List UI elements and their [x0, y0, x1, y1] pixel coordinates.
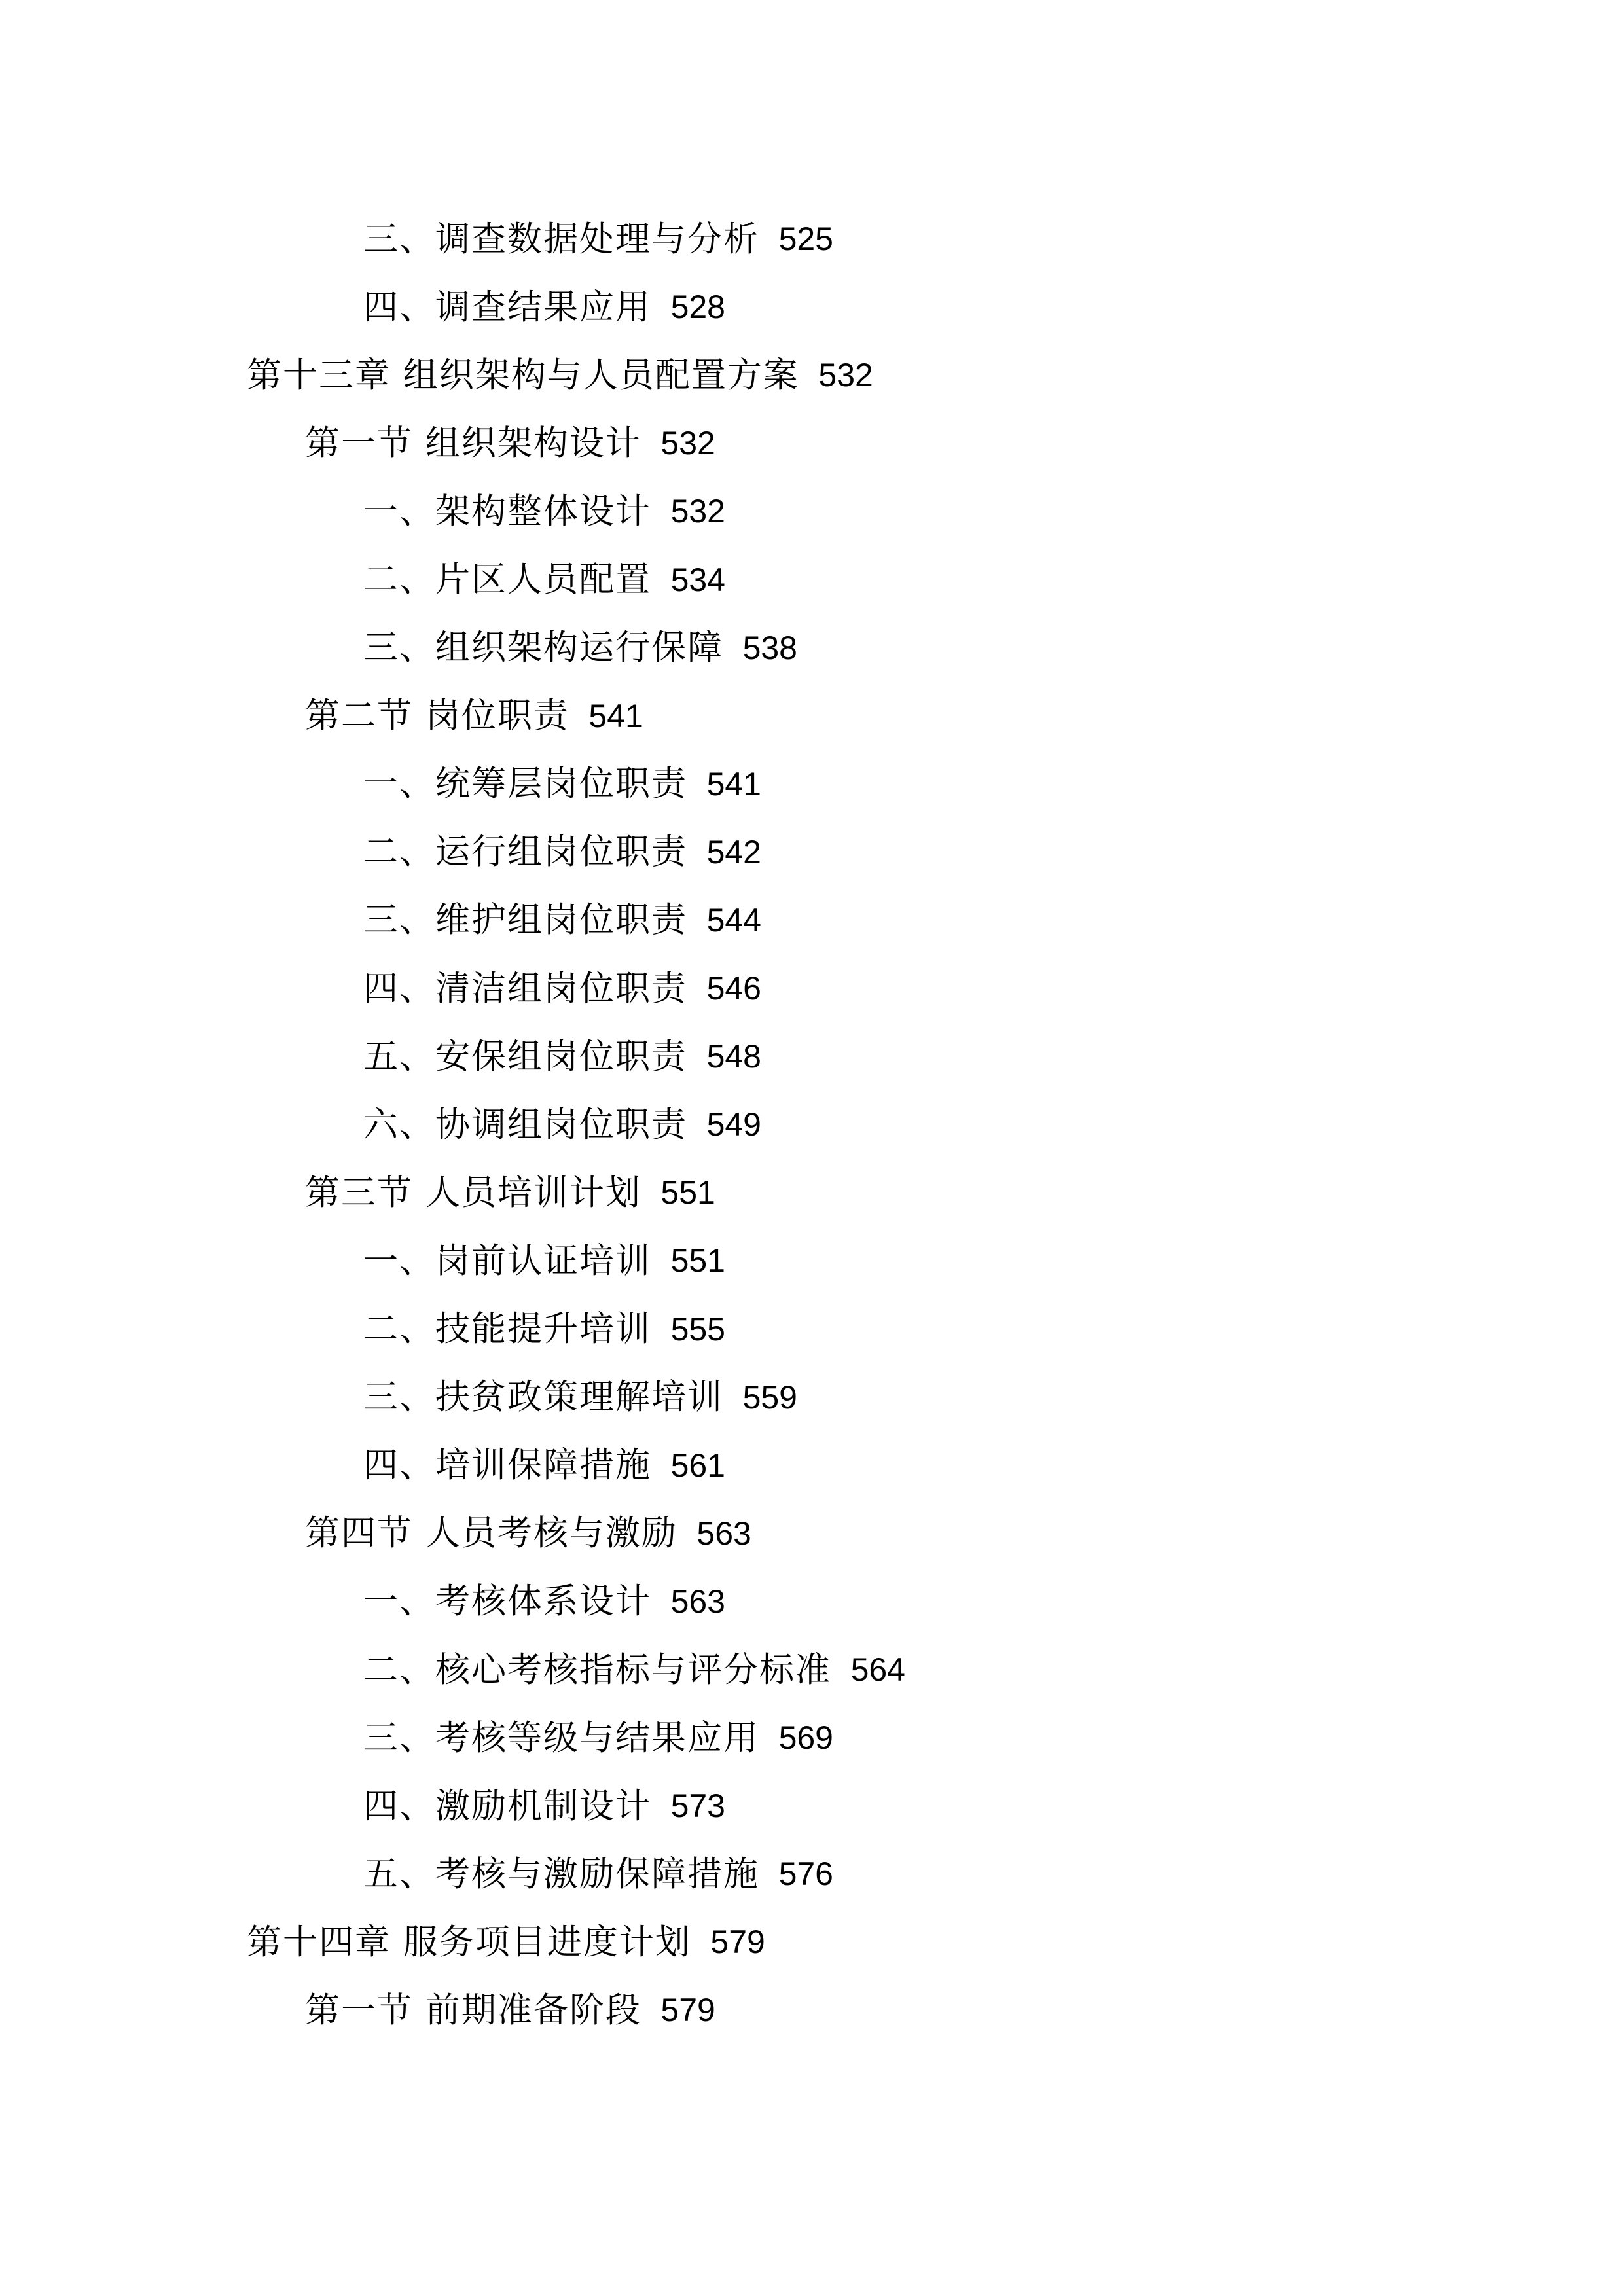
toc-page-number: 551: [670, 1242, 725, 1280]
toc-page-number: 573: [670, 1787, 725, 1825]
toc-entry-title: 二、运行组岗位职责: [363, 832, 687, 872]
toc-section-entry[interactable]: [0, 1158, 1624, 1227]
toc-entry-title: 一、考核体系设计: [363, 1581, 651, 1622]
toc-page-number: 569: [778, 1719, 833, 1757]
toc-entry[interactable]: [0, 750, 1624, 818]
toc-entry[interactable]: [0, 1772, 1624, 1840]
toc-entry-title: 第二节 岗位职责: [305, 696, 569, 736]
toc-page-number: 555: [670, 1310, 725, 1348]
toc-entry[interactable]: [0, 818, 1624, 886]
toc-page-number: 534: [670, 561, 725, 598]
toc-entry[interactable]: [0, 273, 1624, 341]
toc-entry[interactable]: [0, 1568, 1624, 1636]
toc-entry[interactable]: [0, 477, 1624, 545]
toc-entry-title: 三、组织架构运行保障: [363, 628, 723, 668]
toc-entry-title: 第十三章 组织架构与人员配置方案: [247, 355, 799, 395]
toc-section-entry[interactable]: [0, 409, 1624, 477]
toc-entry-title: 一、岗前认证培训: [363, 1240, 651, 1281]
toc-entry-title: 第四节 人员考核与激励: [305, 1513, 677, 1554]
toc-entry[interactable]: [0, 545, 1624, 613]
toc-entry-title: 四、激励机制设计: [363, 1785, 651, 1826]
toc-page-number: 564: [850, 1651, 905, 1689]
toc-entry[interactable]: [0, 1636, 1624, 1704]
toc-entry-title: 六、协调组岗位职责: [363, 1104, 687, 1145]
toc-entry-title: 三、维护组岗位职责: [363, 900, 687, 941]
toc-entry-title: 三、考核等级与结果应用: [363, 1717, 759, 1758]
toc-page-number: 541: [706, 765, 761, 802]
toc-entry-title: 第一节 组织架构设计: [305, 423, 641, 463]
toc-entry-title: 二、核心考核指标与评分标准: [363, 1649, 831, 1690]
toc-entry-title: 四、清洁组岗位职责: [363, 968, 687, 1009]
toc-page-number: 561: [670, 1446, 725, 1484]
toc-page-number: 549: [706, 1106, 761, 1143]
toc-entry-title: 四、调查结果应用: [363, 287, 651, 327]
toc-entry-title: 第三节 人员培训计划: [305, 1172, 641, 1213]
toc-page-number: 542: [706, 833, 761, 870]
toc-entry-title: 一、架构整体设计: [363, 491, 651, 531]
toc-entry[interactable]: [0, 886, 1624, 954]
toc-entry-title: 一、统筹层岗位职责: [363, 764, 687, 804]
toc-section-entry[interactable]: [0, 1976, 1624, 2044]
toc-page-number: 541: [588, 697, 643, 734]
toc-entry-title: 五、考核与激励保障措施: [363, 1854, 759, 1894]
toc-entry-title: 二、技能提升培训: [363, 1309, 651, 1350]
toc-entry-title: 二、片区人员配置: [363, 560, 651, 600]
toc-entry[interactable]: [0, 1363, 1624, 1431]
toc-entry[interactable]: [0, 205, 1624, 273]
toc-entry-title: 五、安保组岗位职责: [363, 1036, 687, 1077]
toc-chapter-entry[interactable]: [0, 341, 1624, 409]
toc-entry[interactable]: [0, 1840, 1624, 1908]
toc-entry-title: 第十四章 服务项目进度计划: [247, 1922, 691, 1962]
toc-entry[interactable]: [0, 614, 1624, 682]
toc-page-number: 576: [778, 1856, 833, 1893]
toc-entry-title: 第一节 前期准备阶段: [305, 1990, 641, 2030]
toc-page-number: 551: [660, 1174, 715, 1211]
toc-list: [0, 205, 1624, 2045]
toc-page-number: 525: [778, 221, 833, 258]
toc-entry[interactable]: [0, 954, 1624, 1022]
toc-entry[interactable]: [0, 1090, 1624, 1158]
toc-section-entry[interactable]: [0, 1499, 1624, 1568]
toc-entry[interactable]: [0, 1227, 1624, 1295]
toc-entry-title: 四、培训保障措施: [363, 1445, 651, 1486]
toc-page-number: 559: [742, 1378, 797, 1416]
toc-section-entry[interactable]: [0, 682, 1624, 750]
toc-entry[interactable]: [0, 1431, 1624, 1499]
toc-page-number: 563: [670, 1583, 725, 1620]
toc-entry-title: 三、调查数据处理与分析: [363, 219, 759, 259]
toc-entry[interactable]: [0, 1022, 1624, 1090]
toc-page-number: 579: [660, 1992, 715, 2029]
toc-page-number: 563: [696, 1515, 751, 1552]
toc-page-number: 548: [706, 1038, 761, 1075]
toc-page-number: 579: [710, 1924, 765, 1961]
toc-entry-title: 三、扶贫政策理解培训: [363, 1377, 723, 1418]
toc-page-number: 532: [818, 357, 873, 394]
toc-page-number: 538: [742, 629, 797, 666]
toc-page-number: 544: [706, 901, 761, 939]
toc-chapter-entry[interactable]: [0, 1908, 1624, 1976]
toc-entry[interactable]: [0, 1295, 1624, 1363]
toc-page-number: 528: [670, 289, 725, 326]
toc-page-number: 546: [706, 970, 761, 1007]
toc-page-number: 532: [670, 493, 725, 530]
toc-entry[interactable]: [0, 1704, 1624, 1772]
toc-page-number: 532: [660, 425, 715, 462]
